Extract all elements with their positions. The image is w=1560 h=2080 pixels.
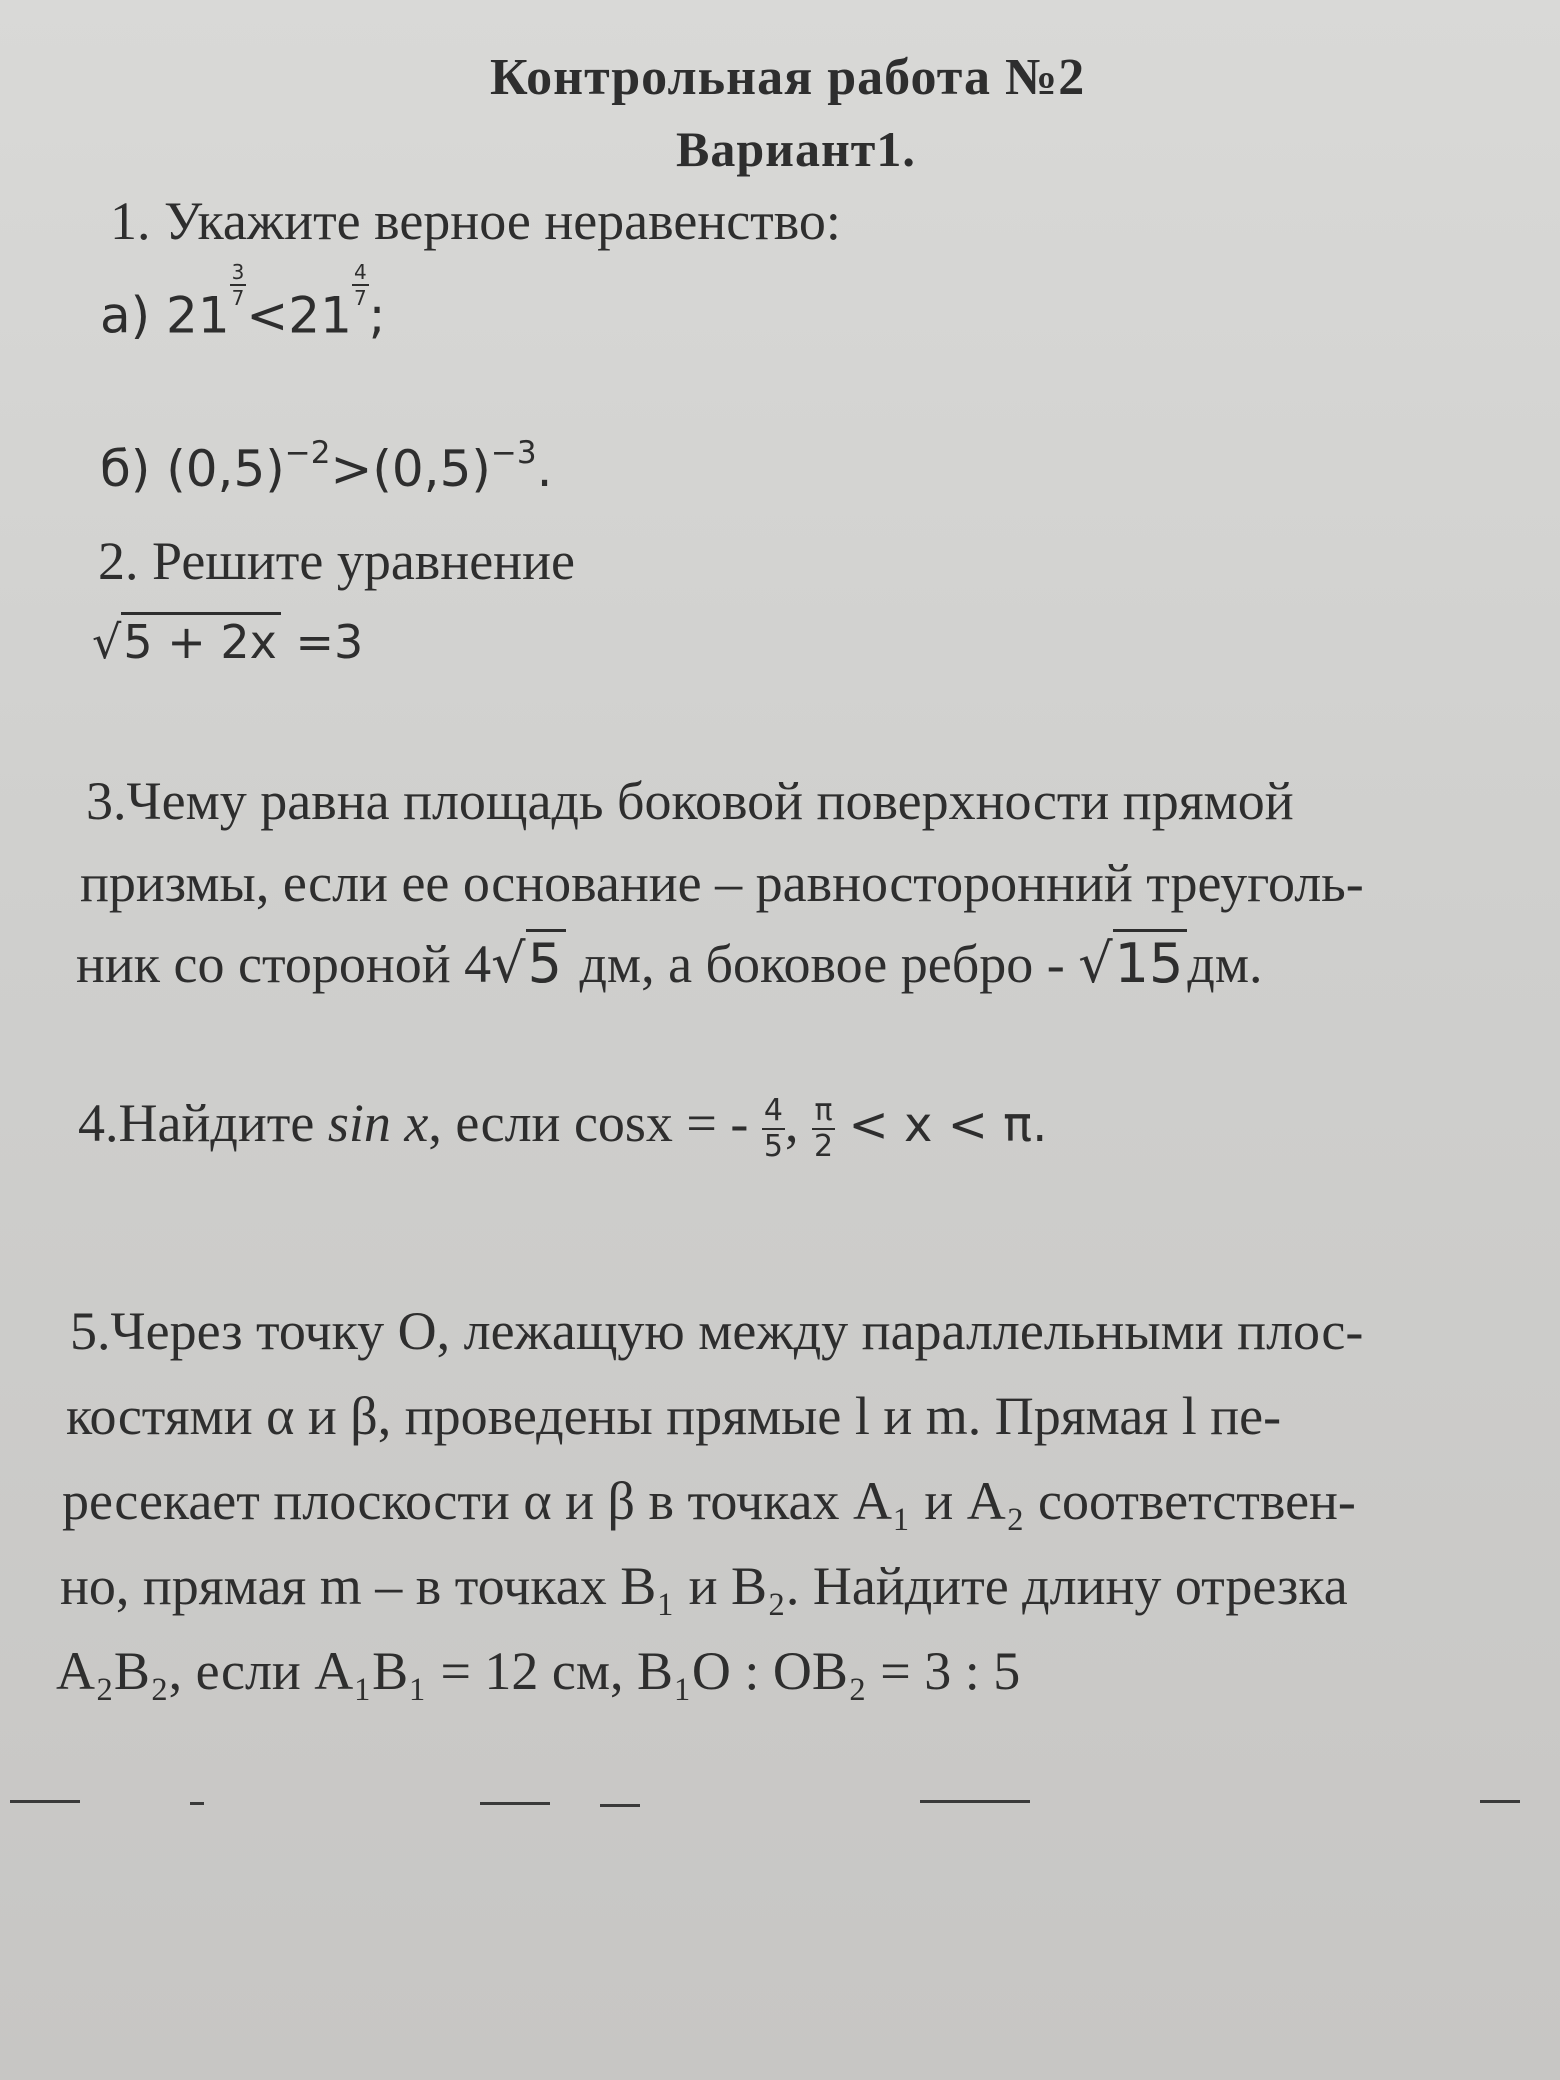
q4-fraction-pi-half [812, 1092, 835, 1164]
q1-a-exp1-den: 7 [231, 286, 245, 310]
q5-line-4: но, прямая m – в точках B₁ и B₂. Найдите длину отрезка [60, 1556, 1348, 1616]
q3-line-3 [76, 932, 1263, 995]
q4-sin: sin x [327, 1093, 429, 1153]
q1-text: 1. Укажите верное неравенство: [110, 191, 841, 251]
q4-comma: , [784, 1093, 799, 1153]
q1-b-prefix: б) (0,5) [100, 440, 285, 498]
q5-line-2: костями α и β, проведены прямые l и m. Прямая l пе- [66, 1386, 1282, 1446]
q4-frac1-den: 5 [763, 1128, 783, 1164]
cut-mark [190, 1802, 204, 1805]
q1-option-a [100, 262, 386, 345]
cut-mark [10, 1800, 80, 1803]
q1-a-end: ; [368, 286, 386, 345]
q1-a-prefix: а) 21 [100, 286, 230, 345]
q4-fraction-cos [762, 1092, 785, 1164]
q1-b-mid: >(0,5) [330, 440, 491, 498]
q3-rad-15: 15 [1113, 929, 1188, 995]
q1-a-exponent-2 [352, 262, 369, 308]
q4-frac2-num: π [812, 1096, 835, 1130]
q1-b-exp2: −3 [490, 434, 537, 471]
worksheet-title: Контрольная работа №2 [490, 49, 1086, 106]
q1-a-exp2-num: 4 [353, 260, 367, 284]
q3-line-1: 3.Чему равна площадь боковой поверхности прямой [86, 771, 1294, 831]
cut-mark [1480, 1800, 1520, 1803]
q1-b-end: . [536, 440, 553, 498]
q3-line-3-c: дм. [1187, 934, 1263, 994]
q3-rad-5: 5 [526, 929, 566, 995]
q2-equation [92, 615, 363, 669]
q4-frac2-den: 2 [813, 1128, 834, 1164]
variant-label: Вариант1. [676, 121, 916, 177]
q3-line-3-b: дм, а боковое ребро - [565, 934, 1079, 994]
q1-a-exp1-num: 3 [231, 260, 245, 284]
q5-line-3: ресекает плоскости α и β в точках A₁ и A₂ соответствен- [62, 1471, 1356, 1531]
cut-mark [480, 1802, 550, 1805]
q5-line-1: 5.Через точку O, лежащую между параллельными плос- [70, 1301, 1364, 1361]
q2-text: 2. Решите уравнение [98, 531, 575, 591]
q1-a-exponent-1 [230, 262, 247, 308]
cut-mark [600, 1804, 640, 1807]
q5-line-5: A₂B₂, если A₁B₁ = 12 см, B₁O : OB₂ = 3 : 5 [56, 1641, 1021, 1701]
q4-prefix: 4.Найдите [78, 1093, 328, 1153]
q3-sqrt-15: √15 [1078, 932, 1187, 995]
q1-a-mid: <21 [246, 286, 352, 345]
cut-mark [920, 1800, 1030, 1803]
q4-frac1-num: 4 [763, 1092, 783, 1128]
q1-option-b [100, 434, 553, 498]
q3-line-3-a: ник со стороной 4 [76, 934, 492, 994]
q4-tail: < x < π. [848, 1097, 1048, 1153]
q3-sqrt-5: √5 [491, 932, 566, 995]
q2-rhs: =3 [295, 615, 364, 669]
q2-sqrt: √5 + 2x [92, 615, 281, 669]
q1-b-exp1: −2 [284, 434, 331, 471]
q3-line-2: призмы, если ее основание – равносторонний треуголь- [80, 853, 1364, 913]
q4-line [78, 1092, 1047, 1162]
q2-radicand: 5 + 2x [121, 612, 281, 669]
q1-a-exp2-den: 7 [353, 286, 367, 310]
q4-mid: , если cosx = - [428, 1093, 749, 1153]
